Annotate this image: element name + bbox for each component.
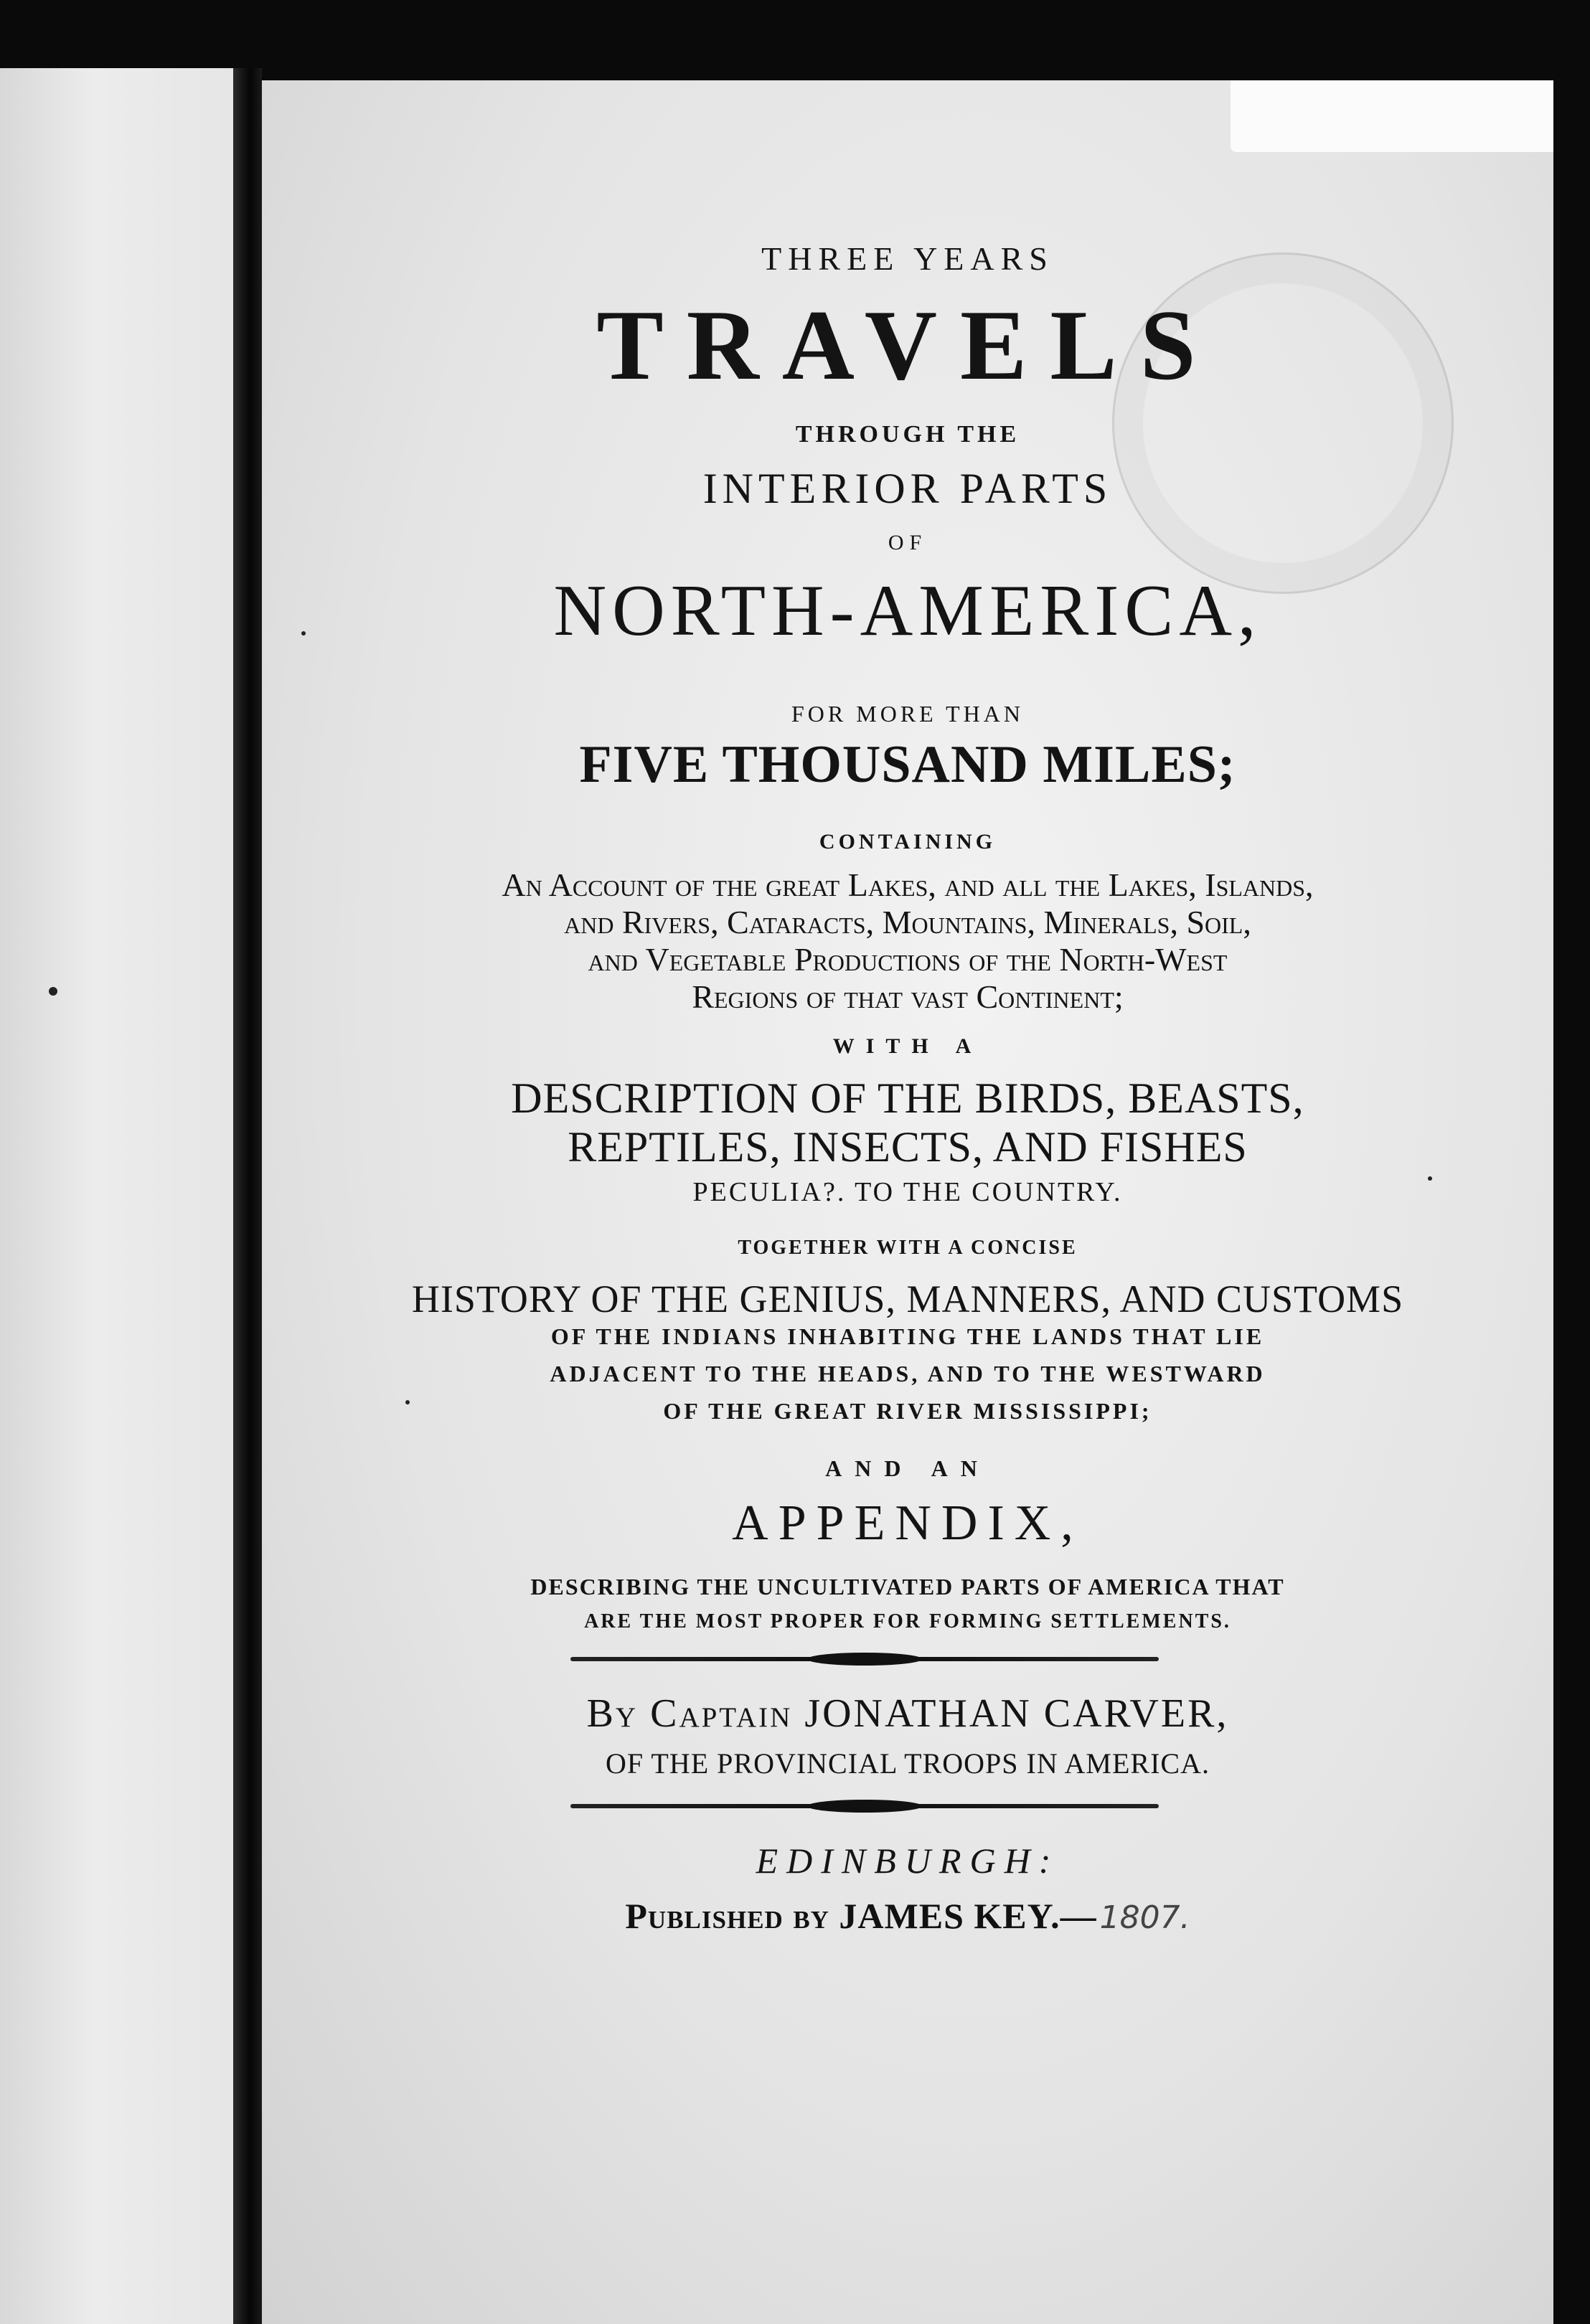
title-page bbox=[262, 80, 1553, 2324]
description-line-3: PECULIA?. TO THE COUNTRY. bbox=[692, 1177, 1123, 1207]
imprint-line bbox=[262, 1895, 1553, 1937]
account-line-4: Regions of that vaſt Continent; bbox=[692, 978, 1124, 1015]
title-with-a: WITH A bbox=[832, 1034, 983, 1058]
title-travels: TRAVELS bbox=[596, 290, 1219, 401]
title-of: OF bbox=[888, 531, 928, 554]
title-containing: CONTAINING bbox=[819, 830, 997, 854]
handwritten-date: 1807. bbox=[1099, 1899, 1190, 1936]
title-page-text bbox=[262, 80, 1553, 2324]
title-through-the: THROUGH THE bbox=[795, 421, 1020, 448]
history-line-4: OF THE GREAT RIVER MISSISSIPPI; bbox=[663, 1398, 1152, 1424]
author-line: By Captain JONATHAN CARVER, bbox=[586, 1691, 1229, 1736]
title-appendix: APPENDIX, bbox=[732, 1496, 1083, 1551]
ornamental-rule-bottom bbox=[570, 1804, 1159, 1808]
book-gutter bbox=[233, 68, 262, 2324]
imprint-place: EDINBURGH: bbox=[756, 1841, 1060, 1881]
scan-speck bbox=[405, 1400, 410, 1404]
appendix-line-2: ARE THE MOST PROPER FOR FORMING SETTLEMENTS. bbox=[584, 1610, 1231, 1633]
title-and-an: AND AN bbox=[825, 1455, 990, 1481]
account-line-1: An Account of the great Lakes, and all the Lakes, Islands, bbox=[502, 866, 1314, 903]
scan-speck bbox=[1428, 1176, 1432, 1181]
history-line-1: HISTORY OF THE GENIUS, MANNERS, AND CUSTOMS bbox=[411, 1277, 1404, 1321]
title-interior-parts: INTERIOR PARTS bbox=[702, 465, 1113, 512]
author-subtitle: OF THE PROVINCIAL TROOPS IN AMERICA. bbox=[605, 1747, 1210, 1780]
facing-page bbox=[0, 68, 233, 2324]
history-line-2: OF THE INDIANS INHABITING THE LANDS THAT LIE bbox=[550, 1323, 1265, 1349]
title-together-with: TOGETHER WITH A CONCISE bbox=[738, 1237, 1078, 1259]
title-north-america: NORTH-AMERICA, bbox=[553, 570, 1262, 651]
description-line-2: REPTILES, INSECTS, AND FISHES bbox=[568, 1123, 1248, 1171]
account-line-3: and Vegetable Productions of the North-West bbox=[588, 941, 1228, 978]
scan-speck bbox=[49, 987, 57, 996]
appendix-line-1: DESCRIBING THE UNCULTIVATED PARTS OF AMERICA THAT bbox=[530, 1574, 1285, 1600]
account-line-2: and Rivers, Cataracts, Mountains, Minerals, Soil, bbox=[564, 904, 1251, 940]
imprint-publisher: Published by JAMES KEY.— bbox=[625, 1896, 1097, 1936]
description-line-1: DESCRIPTION OF THE BIRDS, BEASTS, bbox=[511, 1074, 1304, 1122]
title-for-more-than: FOR MORE THAN bbox=[791, 701, 1024, 727]
title-five-thousand-miles: FIVE THOUSAND MILES; bbox=[579, 735, 1236, 794]
history-line-3: ADJACENT TO THE HEADS, AND TO THE WESTWARD bbox=[550, 1361, 1266, 1387]
title-three-years: THREE YEARS bbox=[761, 240, 1054, 277]
scan-speck bbox=[301, 631, 306, 636]
ornamental-rule-top bbox=[570, 1657, 1159, 1661]
